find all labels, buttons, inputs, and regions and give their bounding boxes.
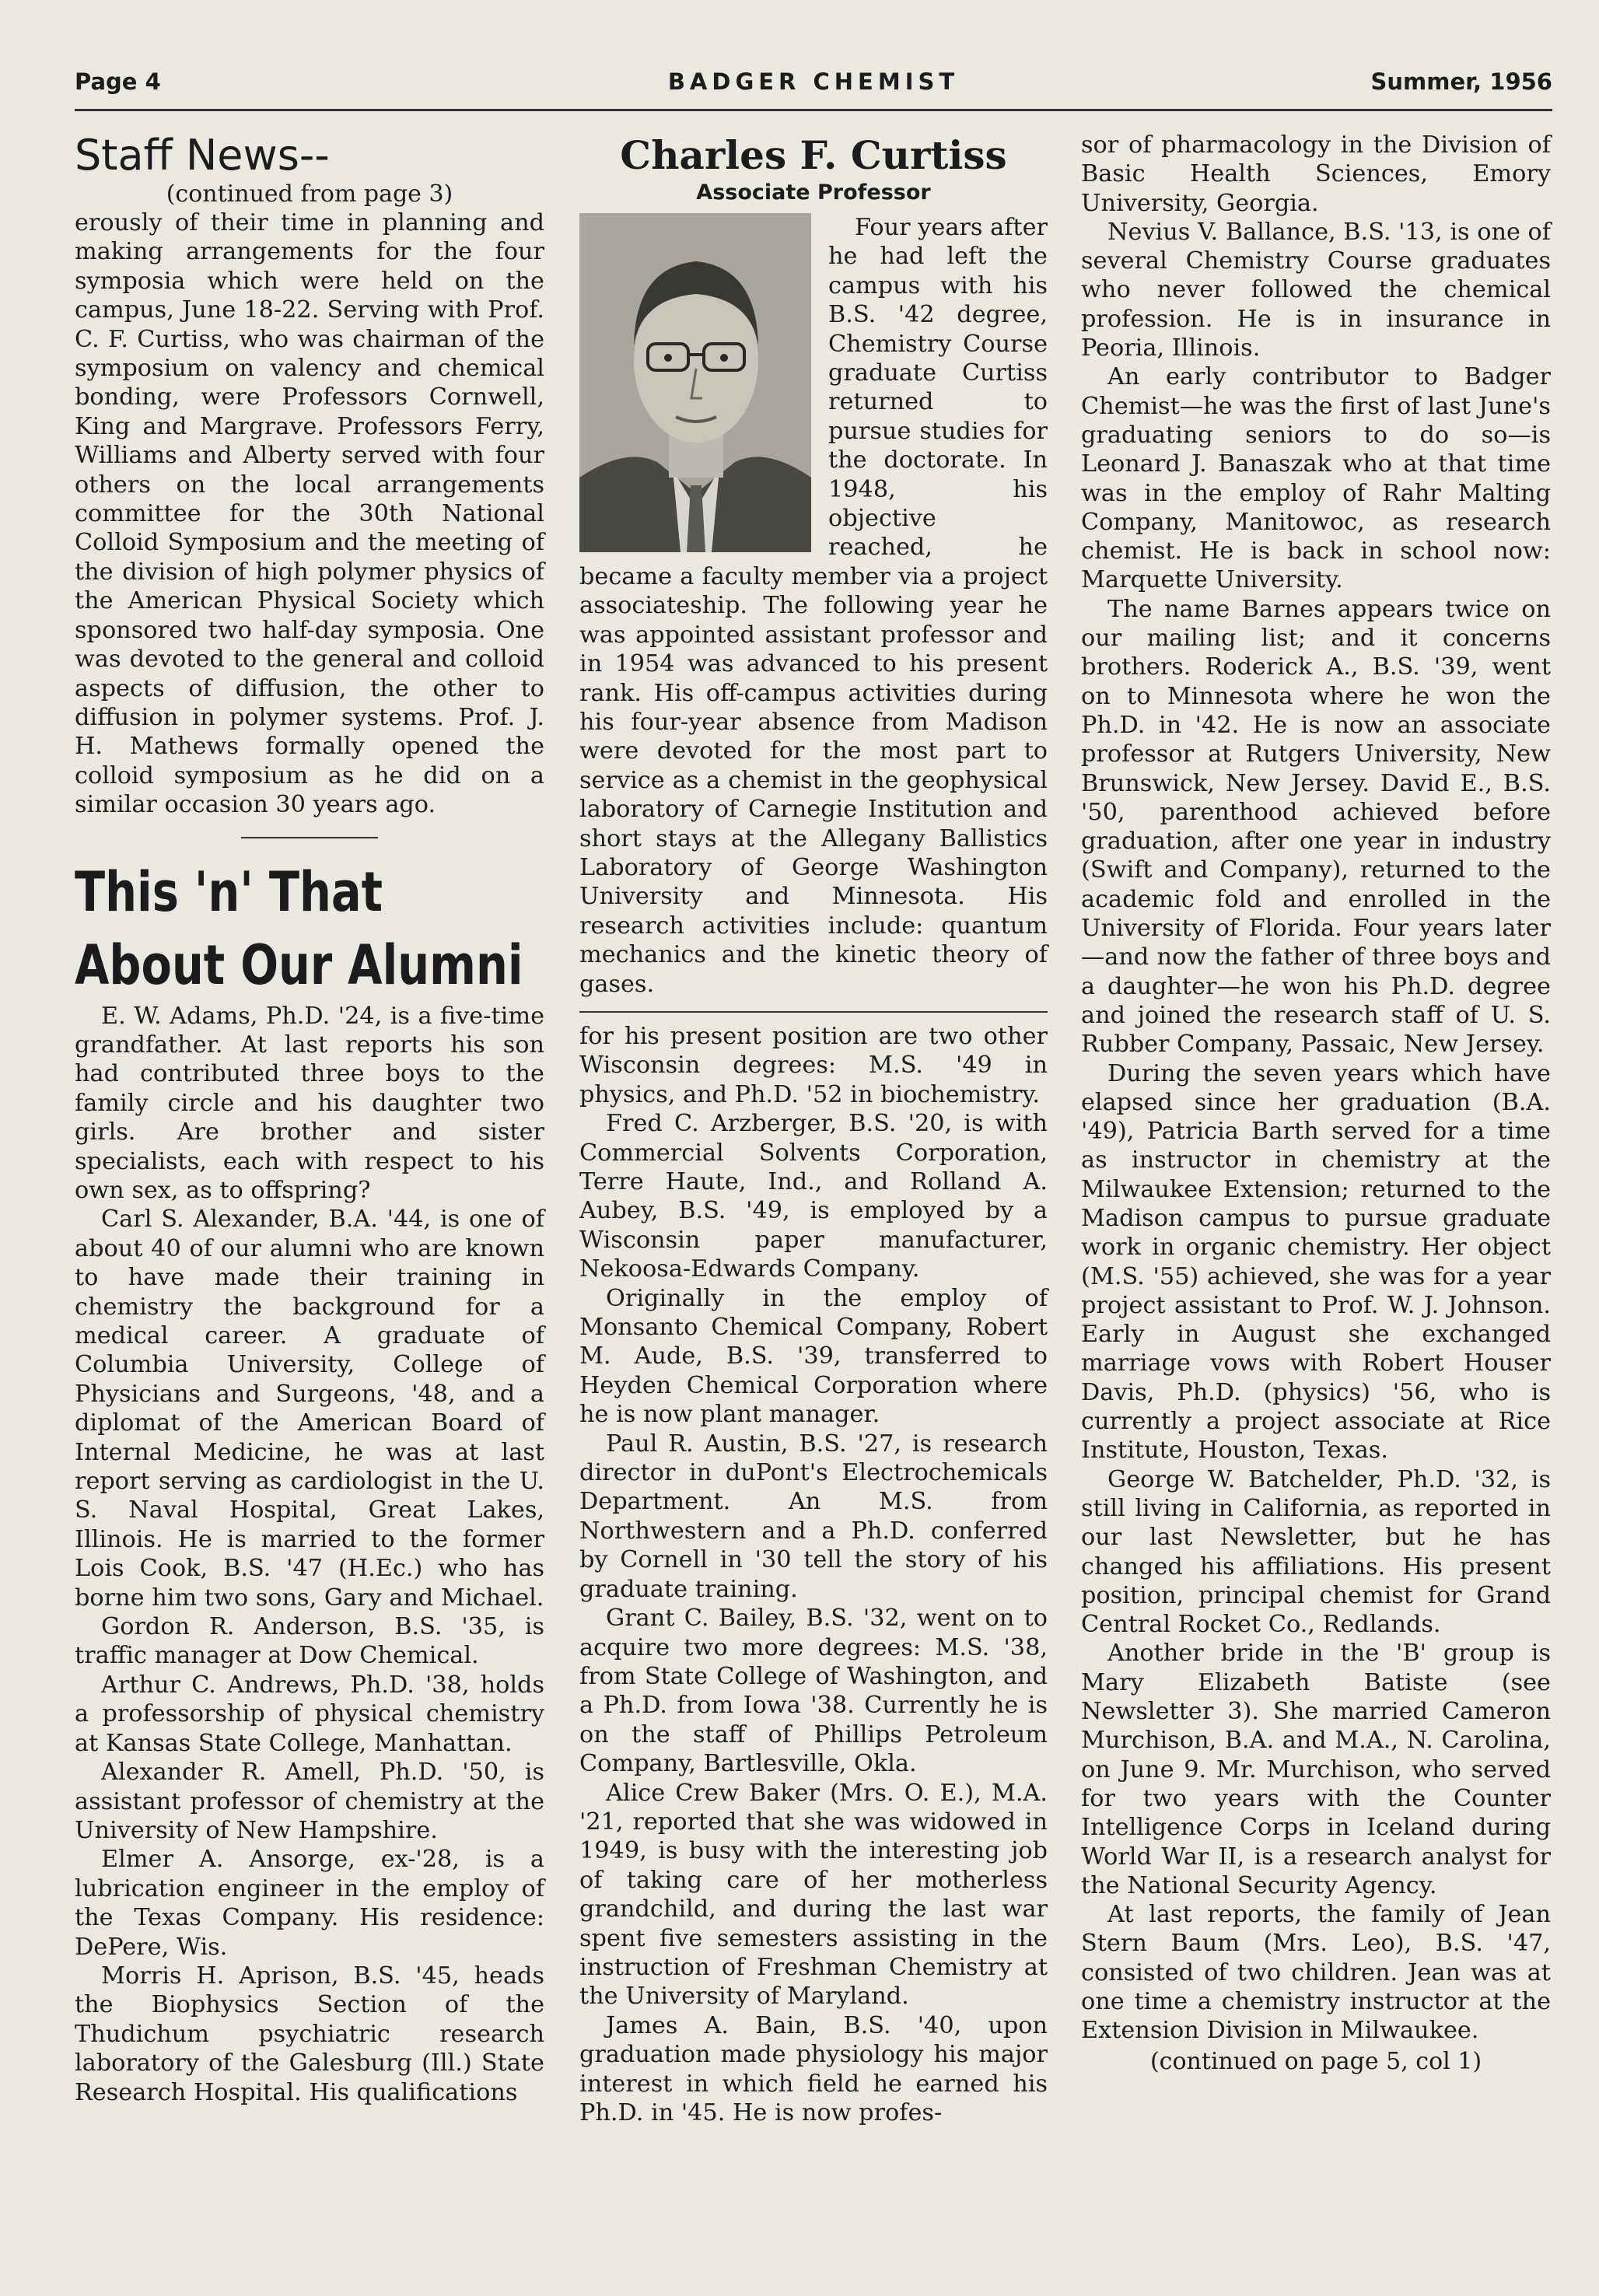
continued-on: (continued on page 5, col 1) — [1149, 2047, 1482, 2075]
alumni-item: Elmer A. Ansorge, ex-'28, is a lubrication engineer in the employ of the Texas Company. His residence: DePere, Wis. — [75, 1846, 544, 1961]
profile-divider — [579, 1011, 1048, 1013]
profile-name: Charles F. Curtiss — [620, 132, 1007, 178]
alumni-item: Grant C. Bailey, B.S. '32, went on to acquire two more degrees: M.S. '38, from State College of Washington, and a Ph.D. from Iowa '38. Currently he is on the staff of Phillips Petroleum Company, Bartlesville, Okla. — [579, 1605, 1048, 1778]
profile-rank: Associate Professor — [696, 180, 931, 205]
alumni-item: Originally in the employ of Monsanto Chemical Company, Robert M. Aude, B.S. '39, transferred to Heyden Chemical Corporation where he is now plant manager. — [579, 1284, 1048, 1429]
masthead: BADGER CHEMIST — [667, 68, 960, 95]
portrait-image — [579, 213, 811, 552]
page-number: Page 4 — [75, 68, 161, 95]
section-divider — [241, 837, 378, 838]
staff-news-body: erously of their time in planning and making arrangements for the four symposia which were held on the campus, June 18-22. Serving with Prof. C. F. Curtiss, who was chairman of the symposium on valency and chemical bonding, were Professors Cornwell, King and Margrave. Professors Ferry, Williams and Alberty served with four others on the local arrangements committee for the 30th National Colloid Symposium and the meeting of the division of high polymer physics of the American Physical Society which sponsored two half-day symposia. One was devoted to the general and colloid aspects of diffusion, the other to diffusion in polymer systems. Prof. J. H. Mathews formally opened the colloid symposium as he did on a similar occasion 30 years ago. — [75, 209, 544, 819]
page-header — [75, 68, 1552, 106]
alumni-item: Morris H. Aprison, B.S. '45, heads the Biophysics Section of the Thudichum psychiatric research laboratory of the Galesburg (Ill.) State Research Hospital. His qualifications — [75, 1962, 544, 2106]
alumni-title-line-1: This 'n' That — [75, 859, 383, 924]
alumni-item: At last reports, the family of Jean Stern Baum (Mrs. Leo), B.S. '47, consisted of two children. Jean was at one time a chemistry instructor at the Extension Division in Milwaukee. — [1081, 1901, 1551, 2045]
issue-date: Summer, 1956 — [1370, 68, 1552, 95]
alumni-item: Nevius V. Ballance, B.S. '13, is one of several Chemistry Course graduates who never followed the chemical profession. He is in insurance in Peoria, Illinois. — [1081, 218, 1551, 362]
alumni-item: Carl S. Alexander, B.A. '44, is one of about 40 of our alumni who are known to have made their training in chemistry the background for a medical career. A graduate of Columbia University, College of Physicians and Surgeons, '48, and a diplomat of the American Board of Internal Medicine, he was at last report serving as cardiologist in the U. S. Naval Hospital, Great Lakes, Illinois. He is married to the former Lois Cook, B.S. '47 (H.Ec.) who has borne him two sons, Gary and Michael. — [75, 1206, 544, 1612]
staff-news-title: Staff News-- — [75, 131, 330, 180]
alumni-item: Gordon R. Anderson, B.S. '35, is traffic manager at Dow Chemical. — [75, 1613, 544, 1670]
alumni-title-line-2: About Our Alumni — [75, 933, 523, 997]
column-1 — [75, 131, 544, 2107]
alumni-item: Alice Crew Baker (Mrs. O. E.), M.A. '21, reported that she was widowed in 1949, is busy with the interesting job of taking care of her motherless grandchild, and during the last war spent five semesters assisting in the instruction of Freshman Chemistry at the University of Maryland. — [579, 1779, 1048, 2011]
portrait-photo — [579, 213, 811, 552]
alumni-item: James A. Bain, B.S. '40, upon graduation made physiology his major interest in which field he earned his Ph.D. in '45. He is now profes- — [579, 2011, 1048, 2126]
alumni-item: Arthur C. Andrews, Ph.D. '38, holds a professorship of physical chemistry at Kansas State College, Manhattan. — [75, 1671, 544, 1757]
alumni-item: Paul R. Austin, B.S. '27, is research director in duPont's Electrochemicals Department. An M.S. from Northwestern and a Ph.D. conferred by Cornell in '30 tell the story of his graduate training. — [579, 1430, 1048, 1603]
alumni-item: An early contributor to Badger Chemist—he was the first of last June's graduating seniors to do so—is Leonard J. Banaszak who at that time was in the employ of Rahr Malting Company, Manitowoc, as research chemist. He is back in school now: Marquette University. — [1081, 363, 1551, 594]
alumni-item: sor of pharmacology in the Division of Basic Health Sciences, Emory University, Georgia. — [1081, 131, 1551, 217]
alumni-item: George W. Batchelder, Ph.D. '32, is still living in California, as reported in our last Newsletter, but he has changed his affiliations. His present position, principal chemist for Grand Central Rocket Co., Redlands. — [1081, 1465, 1551, 1639]
alumni-item: Fred C. Arzberger, B.S. '20, is with Commercial Solvents Corporation, Terre Haute, Ind., and Rolland A. Aubey, B.S. '49, is employed by a Wisconsin paper manufacturer, Nekoosa-Edwards Company. — [579, 1110, 1048, 1283]
profile-body: Four years after he had left the campus with his B.S. '42 degree, Chemistry Course graduate Curtiss returned to pursue studies for the doctorate. In 1948, his objective reached, he became a faculty member via a project associateship. The following year he was appointed assistant professor and in 1954 was advanced to his present rank. His off-campus activities during his four-year absence from Madison were devoted for the most part to service as a chemist in the geophysical laboratory of Carnegie Institution and short stays at the Allegany Ballistics Laboratory of George Washington University and Minnesota. His research activities include: quantum mechanics and the kinetic theory of gases. — [579, 214, 1048, 998]
alumni-item: The name Barnes appears twice on our mailing list; and it concerns brothers. Roderick A., B.S. '39, went on to Minnesota where he won the Ph.D. in '42. He is now an associate professor at Rutgers University, New Brunswick, New Jersey. David E., B.S. '50, parenthood achieved before graduation, after one year in industry (Swift and Company), returned to the academic fold and enrolled in the University of Florida. Four years later—and now the father of three boys and a daughter—he won his Ph.D. degree and joined the research staff of U. S. Rubber Company, Passaic, New Jersey. — [1081, 595, 1551, 1059]
column-2 — [579, 131, 1048, 2127]
alumni-item: Another bride in the 'B' group is Mary Elizabeth Batiste (see Newsletter 3). She married Cameron Murchison, B.A. and M.A., N. Carolina, on June 9. Mr. Murchison, who served for two years with the Counter Intelligence Corps in Iceland during World War II, is a research analyst for the National Security Agency. — [1081, 1640, 1551, 1899]
alumni-item: During the seven years which have elapsed since her graduation (B.A. '49), Patricia Barth served for a time as instructor in chemistry at the Milwaukee Extension; returned to the Madison campus to pursue graduate work in organic chemistry. Her object (M.S. '55) achieved, she was for a year project assistant to Prof. W. J. Johnson. Early in August she exchanged marriage vows with Robert Houser Davis, Ph.D. (physics) '56, who is currently a project associate at Rice Institute, Houston, Texas. — [1081, 1059, 1551, 1465]
alumni-item: Alexander R. Amell, Ph.D. '50, is assistant professor of chemistry at the University of New Hampshire. — [75, 1759, 544, 1844]
header-rule — [75, 109, 1552, 111]
column-3 — [1081, 131, 1551, 2076]
continued-from: (continued from page 3) — [166, 180, 453, 208]
alumni-item: for his present position are two other Wisconsin degrees: M.S. '49 in physics, and Ph.D. '52 in biochemistry. — [579, 1022, 1048, 1108]
alumni-item: E. W. Adams, Ph.D. '24, is a five-time grandfather. At last reports his son had contributed three boys to the family circle and his daughter two girls. Are brother and sister specialists, each with respect to his own sex, as to offspring? — [75, 1002, 544, 1204]
